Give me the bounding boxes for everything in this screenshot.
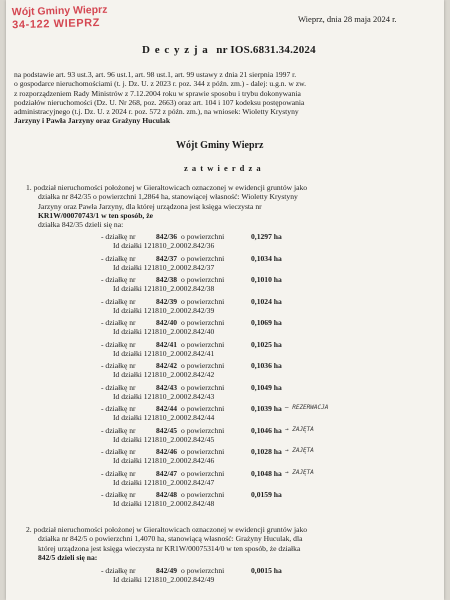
office-stamp xyxy=(12,4,108,32)
section-1-line: KR1W/00070743/1 w ten sposób, że xyxy=(38,210,153,220)
parcel-area-label: o powierzchni xyxy=(181,253,225,263)
intro-line: z rozporządzeniem Rady Ministrów z 7.12.2004 roku w sprawie sposobu i trybu dokonywania xyxy=(14,88,301,98)
parcel-label: - działkę nr xyxy=(101,318,136,327)
intro-line: podziałów nieruchomości (Dz. U. Nr 268, poz. 2663) oraz art. 104 i 107 kodeksu postępowania xyxy=(14,97,305,107)
parcel-area: 0,1048 ha xyxy=(251,468,282,478)
section-1-line: działka 842/35 dzieli się na: xyxy=(38,220,124,230)
parcel-id: Id działki 121810_2.0002.842/43 xyxy=(113,391,215,401)
parcel-area-label: o powierzchni xyxy=(181,296,225,306)
parcel-area: 0,1039 ha xyxy=(251,404,282,413)
section-2-text xyxy=(26,525,307,562)
parcel-area: 0,1036 ha xyxy=(251,361,282,370)
document-title xyxy=(142,44,316,56)
handwritten-note: → ZAJĘTA xyxy=(285,425,314,433)
parcel-id: Id działki 121810_2.0002.842/38 xyxy=(113,284,215,294)
parcel-area-label: o powierzchni xyxy=(181,566,225,575)
intro-line: o gospodarce nieruchomościami (t. j. Dz. U. z 2023 r. poz. 344 z późn. zm.) - dalej: u.g.n. w zw. xyxy=(14,79,306,89)
handwritten-note: → ZAJĘTA xyxy=(285,447,314,454)
parcel-area: 0,1034 ha xyxy=(251,253,282,263)
intro-line: administracyjnego (t.j. Dz. U. z 2024 r. poz. 572 z późn. zm.), na wniosek: Wioletty Krystyny xyxy=(14,107,299,117)
parcel-label: - działkę nr xyxy=(101,253,136,263)
intro-line: na podstawie art. 93 ust.3, art. 96 ust.1, art. 98 ust.1, art. 99 ustawy z dnia 21 sierpnia 1997 r. xyxy=(14,70,297,79)
stamp-line-2: 34-122 WIEPRZ xyxy=(12,16,101,32)
parcel-area-label: o powierzchni xyxy=(181,318,225,327)
parcel-label: - działkę nr xyxy=(101,425,136,435)
parcel-area-label: o powierzchni xyxy=(181,361,225,370)
parcel-area-label: o powierzchni xyxy=(181,447,225,456)
parcel-area-label: o powierzchni xyxy=(181,468,225,478)
authority-heading: Wójt Gminy Wieprz xyxy=(176,140,264,151)
parcel-number: 842/45 xyxy=(156,425,178,435)
parcel-id: Id działki 121810_2.0002.842/37 xyxy=(113,262,215,272)
parcel-area: 0,1028 ha xyxy=(251,447,282,456)
parcel-id: Id działki 121810_2.0002.842/44 xyxy=(113,413,215,423)
parcel-area: 0,1025 ha xyxy=(251,339,282,349)
parcel-number: 842/38 xyxy=(156,275,178,284)
section-2-line: 842/5 dzieli się na: xyxy=(38,552,98,562)
parcel-label: - działkę nr xyxy=(101,566,136,575)
parcel-label: - działkę nr xyxy=(101,490,136,499)
parcel-area: 0,1024 ha xyxy=(251,296,282,306)
section-2-line: działka nr 842/5 o powierzchni 1,4070 ha, stanowiącą własność: Grażyny Huculak, dla xyxy=(38,534,303,544)
parcel-id: Id działki 121810_2.0002.842/39 xyxy=(113,305,215,315)
parcel-label: - działkę nr xyxy=(101,447,136,456)
parcel-number: 842/43 xyxy=(156,382,178,392)
parcel-label: - działkę nr xyxy=(101,468,136,478)
parcel-id: Id działki 121810_2.0002.842/41 xyxy=(113,348,215,358)
parcel-area: 0,0015 ha xyxy=(251,566,282,575)
parcel-area: 0,1297 ha xyxy=(251,232,282,241)
parcel-area-label: o powierzchni xyxy=(181,404,225,413)
parcel-number: 842/46 xyxy=(156,447,178,456)
section-2-line: której urządzona jest księga wieczysta nr KR1W/00075314/0 w ten sposób, że działka xyxy=(38,543,301,553)
parcel-label: - działkę nr xyxy=(101,339,136,349)
parcel-id: Id działki 121810_2.0002.842/36 xyxy=(113,241,215,251)
section-1-line: działka nr 842/35 o powierzchni 1,2864 ha, stanowiącej własność: Wioletty Krystyny xyxy=(38,192,298,202)
section-1-text xyxy=(26,183,307,229)
handwritten-note: – REZERWACJA xyxy=(285,404,329,411)
place-date: Wieprz, dnia 28 maja 2024 r. xyxy=(298,14,397,24)
parcel-area-label: o powierzchni xyxy=(181,232,225,241)
parcel-id: Id działki 121810_2.0002.842/42 xyxy=(113,370,215,380)
parcel-label: - działkę nr xyxy=(101,275,136,284)
parcel-area: 0,1069 ha xyxy=(251,318,282,327)
parcel-area: 0,1046 ha xyxy=(251,425,282,435)
parcel-id: Id działki 121810_2.0002.842/47 xyxy=(113,477,215,487)
parcel-number: 842/39 xyxy=(156,296,178,306)
parcel-label: - działkę nr xyxy=(101,296,136,306)
parcel-area: 0,1049 ha xyxy=(251,382,282,392)
stamp-line-1: Wójt Gminy Wieprz xyxy=(11,3,108,19)
parcel-id: Id działki 121810_2.0002.842/46 xyxy=(113,456,215,466)
parcel-label: - działkę nr xyxy=(101,404,136,413)
parcel-number: 842/42 xyxy=(156,361,178,370)
parcel-area-label: o powierzchni xyxy=(181,339,225,349)
document-page xyxy=(6,0,444,600)
parcel-area-label: o powierzchni xyxy=(181,275,225,284)
parcel-area-label: o powierzchni xyxy=(181,490,225,499)
parcel-number: 842/36 xyxy=(156,232,178,241)
parcel-area-label: o powierzchni xyxy=(181,425,225,435)
parcel-label: - działkę nr xyxy=(101,232,136,241)
parcel-number: 842/49 xyxy=(156,566,178,575)
parcel-id: Id działki 121810_2.0002.842/49 xyxy=(113,575,215,585)
parcel-label: - działkę nr xyxy=(101,382,136,392)
section-1-line: Jarzyny oraz Pawła Jarzyny, dla której urządzona jest księga wieczysta nr xyxy=(38,201,262,211)
parcel-id: Id działki 121810_2.0002.842/40 xyxy=(113,327,215,337)
decision-number: nr IOS.6831.34.2024 xyxy=(216,44,316,56)
section-2-line: 2. podział nieruchomości położonej w Gierałtowicach oznaczonej w ewidencji gruntów jako xyxy=(26,525,308,534)
parcel-id: Id działki 121810_2.0002.842/45 xyxy=(113,434,215,444)
parcel-area-label: o powierzchni xyxy=(181,382,225,392)
section-1-line: 1. podział nieruchomości położonej w Gierałtowicach oznaczonej w ewidencji gruntów jako xyxy=(26,183,308,192)
parcel-number: 842/40 xyxy=(156,318,178,327)
parcel-area: 0,0159 ha xyxy=(251,490,282,499)
legal-basis-paragraph xyxy=(14,70,434,126)
parcel-number: 842/44 xyxy=(156,404,178,413)
parcel-number: 842/37 xyxy=(156,253,178,263)
decision-verb: z a t w i e r d z a xyxy=(184,163,262,173)
parcel-number: 842/47 xyxy=(156,468,178,478)
parcel-id: Id działki 121810_2.0002.842/48 xyxy=(113,499,215,509)
parcel-label: - działkę nr xyxy=(101,361,136,370)
intro-line: Jarzyny i Pawła Jarzyny oraz Grażyny Huculak xyxy=(14,116,171,126)
handwritten-note: → ZAJĘTA xyxy=(285,468,314,476)
parcel-number: 842/41 xyxy=(156,339,178,349)
title-word: D e c y z j a xyxy=(142,44,209,56)
parcel-number: 842/48 xyxy=(156,490,178,499)
parcel-area: 0,1010 ha xyxy=(251,275,282,284)
